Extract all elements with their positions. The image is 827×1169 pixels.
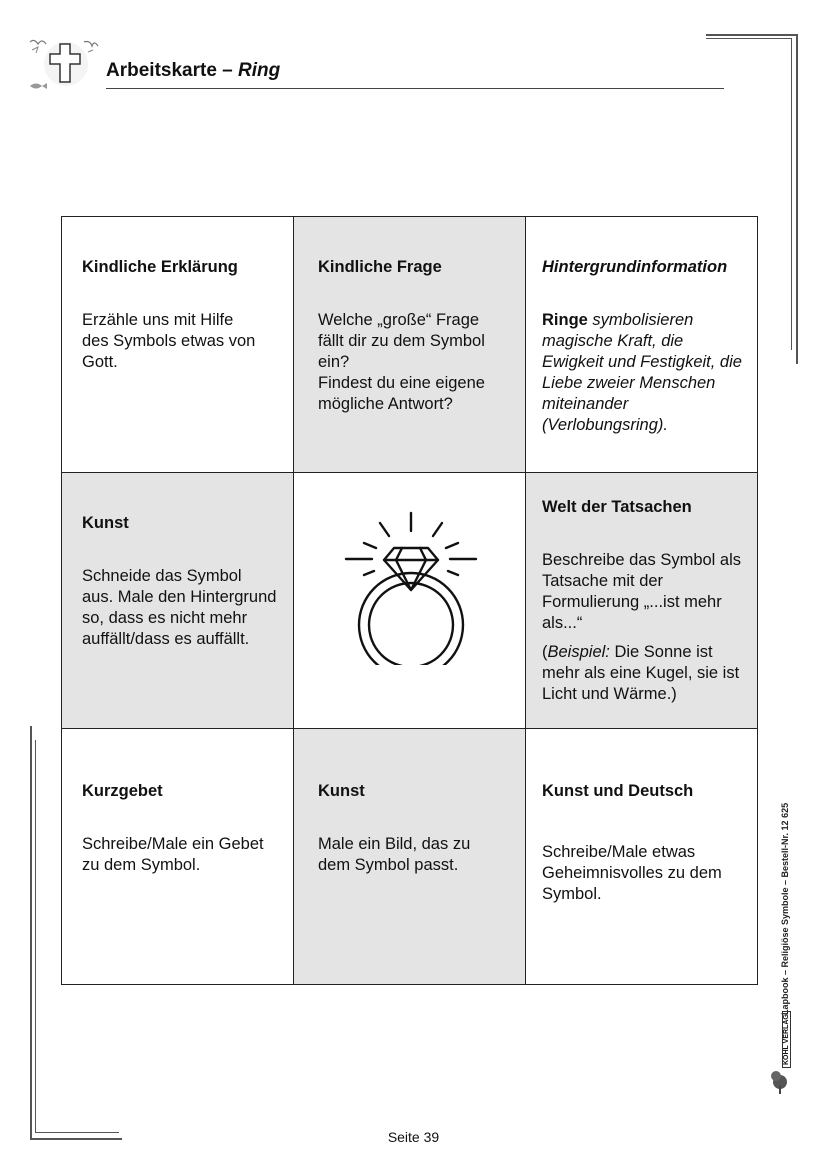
cell-heading: Kindliche Erklärung [82, 258, 238, 276]
cell-body: Schreibe/Male etwas Geheimnisvolles zu dem Symbol. [542, 843, 722, 903]
example-open: ( [542, 643, 548, 661]
cell-body-line: Findest du eine eigene mögliche Antwort? [318, 374, 485, 413]
cell-kurzgebet [62, 729, 294, 984]
cell-heading: Kunst und Deutsch [542, 782, 694, 800]
cell-body: Schneide das Symbol aus. Male den Hintergrund so, dass es nicht mehr auffällt/dass es auffällt. [82, 567, 277, 648]
cell-example [542, 642, 742, 705]
cell-kunst-2 [294, 729, 526, 984]
frame-line-right [796, 34, 798, 364]
cell-body: Erzähle uns mit Hilfe des Symbols etwas von Gott. [82, 311, 256, 371]
frame-line-left-inner [35, 740, 36, 1132]
cell-body: Beschreibe das Symbol als Tatsache mit der Formulierung „...ist mehr als...“ [542, 551, 742, 632]
cell-welt-der-tatsachen [526, 473, 757, 729]
cell-heading: Kunst [82, 514, 129, 532]
frame-line-left [30, 726, 32, 1138]
cross-logo-icon [26, 34, 106, 94]
page-title [106, 60, 280, 82]
example-text: Die Sonne ist mehr als eine Kugel, sie ist Licht und Wärme.) [542, 643, 740, 703]
cell-body: Schreibe/Male ein Gebet zu dem Symbol. [82, 835, 264, 874]
cell-kindliche-frage [294, 217, 526, 473]
page-number: Seite 39 [387, 1129, 440, 1145]
cell-body-bold: Ringe [542, 311, 588, 329]
cell-ring-image [294, 473, 526, 729]
title-rule [106, 88, 724, 89]
title-italic: Ring [238, 60, 281, 81]
worksheet-grid [61, 216, 758, 985]
cell-body-italic: symbolisieren magische Kraft, die Ewigkeit und Festigkeit, die Liebe zweier Menschen miteinander (Verlobungsring). [542, 311, 742, 434]
cell-hintergrundinformation [526, 217, 757, 473]
cell-heading: Kunst [318, 782, 365, 800]
cell-kunst-1 [62, 473, 294, 729]
cell-body: Male ein Bild, das zu dem Symbol passt. [318, 835, 471, 874]
publisher-label: KOHL VERLAG [782, 1011, 791, 1068]
cell-heading: Kurzgebet [82, 782, 163, 800]
title-prefix: Arbeitskarte – [106, 60, 239, 81]
cell-heading: Kindliche Frage [318, 258, 442, 276]
frame-line-top [706, 34, 798, 36]
tree-logo-icon [770, 1060, 800, 1130]
cell-body [542, 310, 747, 436]
cell-body-line: Welche „große“ Frage fällt dir zu dem Symbol ein? [318, 311, 485, 371]
frame-line-right-inner [791, 38, 792, 350]
cell-body [318, 310, 508, 415]
side-order-note: Lapbook – Religiöse Symbole – Bestell-Nr. 12 625 [780, 802, 790, 1015]
diamond-ring-icon [344, 509, 478, 665]
cell-heading: Hintergrundinformation [542, 258, 728, 276]
cell-heading: Welt der Tatsachen [542, 498, 692, 516]
cell-kindliche-erklaerung [62, 217, 294, 473]
frame-line-top-inner [706, 38, 792, 39]
example-label: Beispiel: [547, 643, 610, 661]
cell-kunst-und-deutsch [526, 729, 757, 984]
